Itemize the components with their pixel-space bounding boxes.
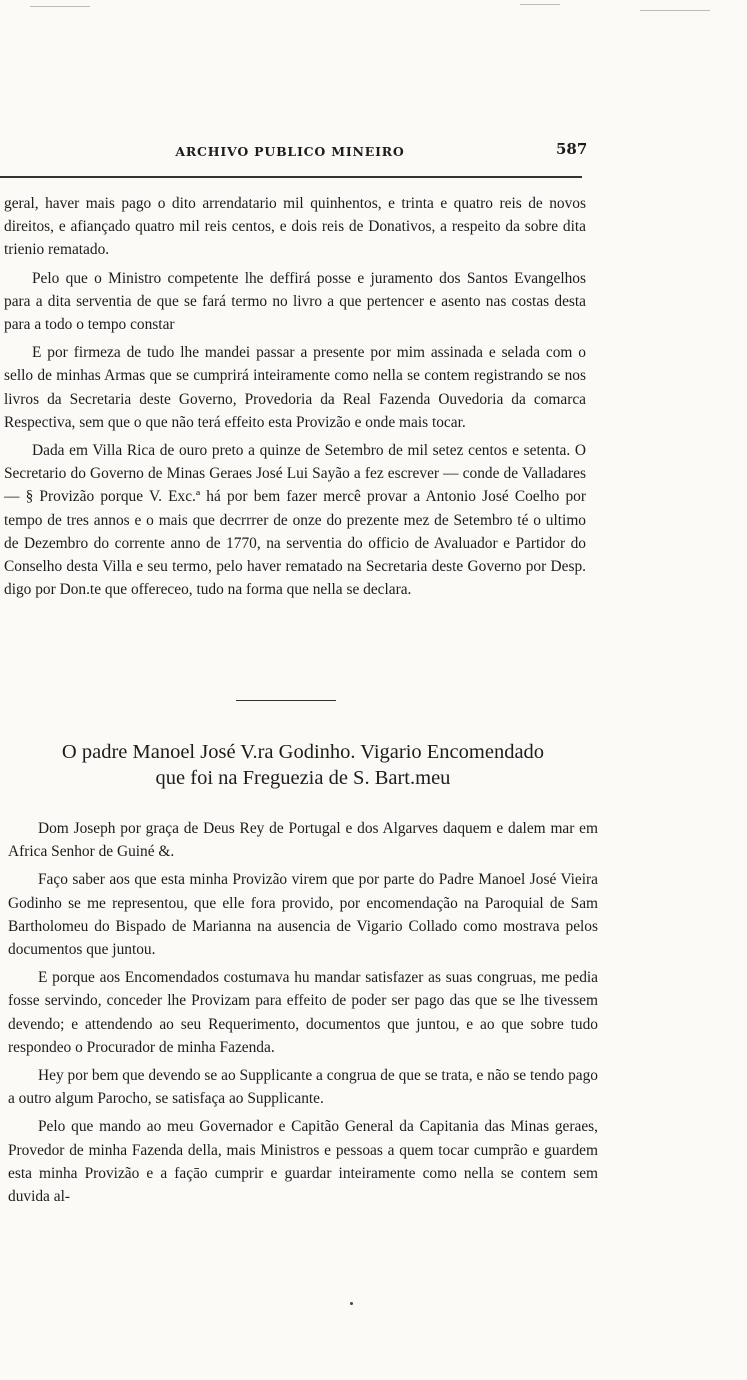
title-line-2: que foi na Freguezia de S. Bart.meu [155,767,451,789]
paragraph: Pelo que mando ao meu Governador e Capitão General da Capitania das Minas geraes, Provedor de minha Fazenda della, mais Ministros e pessoas a quem tocar cumprão e guardem esta minha Provizão e a façāo cumprir e guardar inteiramente como nella se contem sem duvida al- [8,1118,598,1206]
paragraph: Dom Joseph por graça de Deus Rey de Portugal e dos Algarves daquem e dalem mar em Africa Senhor de Guiné &. [8,820,598,861]
scan-speck [30,6,90,7]
paragraph: Hey por bem que devendo se ao Supplicante a congrua de que se trata, e não se tendo pago a outro algum Parocho, se satisfaça ao Supplicante. [8,1067,598,1108]
section-divider [236,700,336,701]
scan-speck [640,10,710,11]
header-rule [0,176,582,178]
section-provision-godinho [8,817,598,1213]
paragraph: geral, haver mais pago o dito arrendatario mil quinhentos, e trinta e quatro reis de novos direitos, e afiançado quatro mil reis centos, e dois reis de Donativos, a respeito da sobre dita trienio rematado. [4,195,586,259]
running-head: ARCHIVO PUBLICO MINEIRO [175,144,405,159]
ink-dot [350,1302,353,1305]
scan-speck [520,4,560,5]
paragraph: Dada em Villa Rica de ouro preto a quinze de Setembro de mil setez centos e setenta. O Secretario do Governo de Minas Geraes José Lui Sayão a fez escrever — conde de Valladares — § Provizão porque V. Exc.ª há por bem fazer mercê provar a Antonio José Coelho por tempo de tres annos e o mais que decrrrer de onze do prezente mez de Setembro té o ultimo de Dezembro do corrente anno de 1770, na serventia do officio de Avaluador e Partidor do Conselho desta Villa e seu termo, pelo haver rematado na Secretaria deste Governo por Desp. digo por Don.te que offereceo, tudo na forma que nella se declara. [4,442,586,599]
page-number: 587 [556,140,588,158]
page-header [0,140,747,164]
paragraph: Pelo que o Ministro competente lhe deffirá posse e juramento dos Santos Evangelhos para a dita serventia de que se fará termo no livro a que pertencer e asento nas costas desta para a todo o tempo constar [4,269,586,334]
section-previous-provision [4,192,586,606]
paragraph: E por firmeza de tudo lhe mandei passar a presente por mim assinada e selada com o sello de minhas Armas que se cumprirá inteiramente como nella se contem registrando se nos livros da Secretaria deste Governo, Provedoria da Real Fazenda Ouvedoria da comarca Respectiva, sem que o que não terá effeito esta Provizão e onde mais tocar. [4,344,586,431]
document-title [8,739,598,791]
paragraph: Faço saber aos que esta minha Provizão virem que por parte do Padre Manoel José Vieira Godinho se me representou, que elle fora provido, por encomendação na Paroquial de Sam Bartholomeu do Bispado de Marianna na ausencia de Vigario Collado como mostrava pelos documentos que juntou. [8,871,598,959]
title-line-1: O padre Manoel José V.ra Godinho. Vigario Encomendado [61,741,545,763]
paragraph: E porque aos Encomendados costumava hu mandar satisfazer as suas congruas, me pedia fosse servindo, conceder lhe Provizam para effeito de poder ser pago das que se lhe tivessem devendo; e attendendo ao seu Requerimento, documentos que juntou, e ao que sobre tudo respondeo o Procurador de minha Fazenda. [8,969,598,1056]
